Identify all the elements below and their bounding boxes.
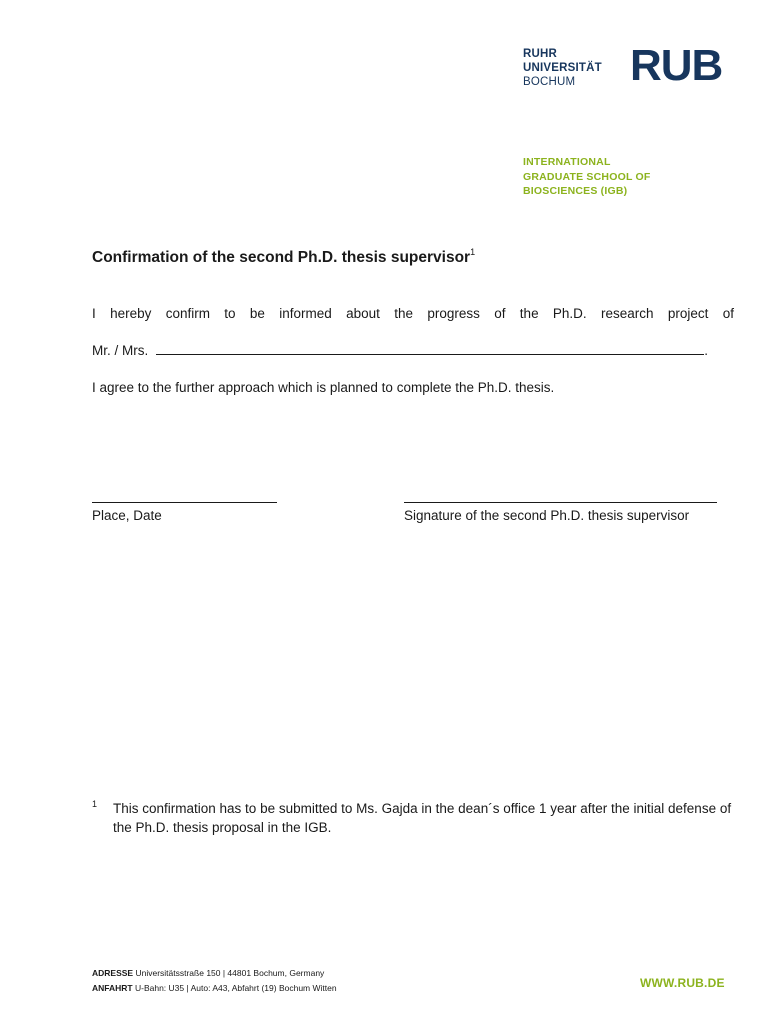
- confirmation-paragraph: I hereby confirm to be informed about the progress of the Ph.D. research project of: [92, 306, 734, 321]
- student-name-field[interactable]: [156, 342, 704, 355]
- place-date-field[interactable]: [92, 502, 277, 503]
- website-link[interactable]: WWW.RUB.DE: [640, 976, 725, 990]
- name-suffix: .: [704, 343, 709, 358]
- signature-field[interactable]: [404, 502, 717, 503]
- rub-logo-mark: RUB: [630, 41, 723, 90]
- address-label: ADRESSE: [92, 968, 134, 978]
- university-name-logo: [523, 47, 602, 89]
- footnote-marker: 1: [92, 799, 98, 809]
- directions-text: U-Bahn: U35 | Auto: A43, Abfahrt (19) Bochum Witten: [134, 983, 337, 993]
- title-footnote-ref: 1: [470, 247, 476, 257]
- logo-line-bochum: BOCHUM: [523, 76, 576, 88]
- school-line-2: GRADUATE SCHOOL OF: [523, 170, 651, 183]
- footer-directions-line: [92, 981, 337, 996]
- logo-line-ruhr: RUHR: [523, 48, 558, 60]
- place-date-label: Place, Date: [92, 508, 162, 523]
- agreement-paragraph: I agree to the further approach which is planned to complete the Ph.D. thesis.: [92, 380, 555, 395]
- name-prefix: Mr. / Mrs.: [92, 343, 149, 358]
- student-name-line: [92, 342, 708, 358]
- title-text: Confirmation of the second Ph.D. thesis supervisor: [92, 249, 471, 267]
- footer-address-block: [92, 966, 337, 996]
- graduate-school-name: [523, 155, 650, 199]
- logo-line-universitaet: UNIVERSITÄT: [523, 62, 602, 74]
- school-line-3: BIOSCIENCES (IGB): [523, 185, 628, 197]
- document-title: [92, 248, 475, 267]
- footnote-text: This confirmation has to be submitted to Ms. Gajda in the dean´s office 1 year after the initial defense of the Ph.D. thesis proposal in the IGB.: [113, 801, 732, 835]
- footer-address-line: [92, 966, 337, 981]
- signature-label: Signature of the second Ph.D. thesis supervisor: [404, 508, 690, 523]
- address-text: Universitätsstraße 150 | 44801 Bochum, Germany: [135, 968, 325, 978]
- directions-label: ANFAHRT: [92, 983, 133, 993]
- school-line-1: INTERNATIONAL: [523, 156, 611, 168]
